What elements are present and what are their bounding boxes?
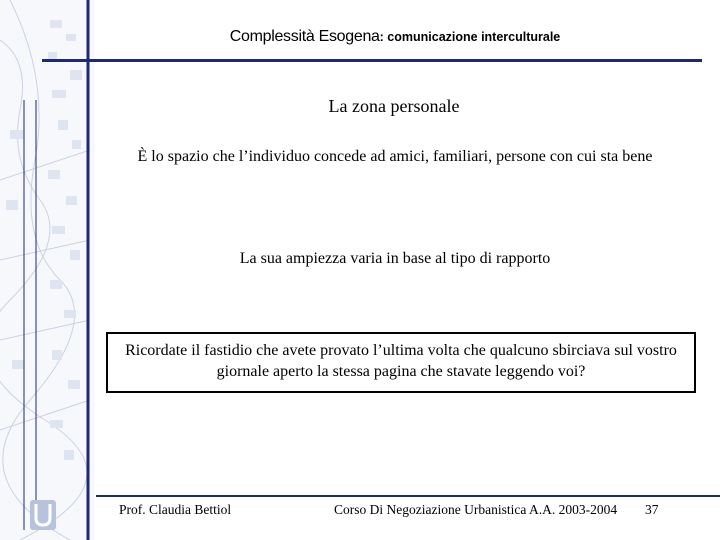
footer-course: Corso Di Negoziazione Urbanistica A.A. 2003-2004 [334,502,618,517]
footer-divider [96,495,720,497]
slide-title: La zona personale [328,96,460,116]
footer-author: Prof. Claudia Bettiol [119,502,232,517]
page-number: 37 [645,502,659,517]
header-divider [42,59,702,62]
decorative-map-strip [0,0,95,540]
header-title-main: Complessità Esogena [229,28,380,45]
header-title [0,28,720,46]
header-title-sub: : comunicazione interculturale [379,30,561,44]
paragraph-range: La sua ampiezza varia in base al tipo di rapporto [239,250,551,267]
paragraph-definition: È lo spazio che l’individuo concede ad amici, familiari, persone con cui sta bene [137,148,653,165]
highlight-box-text: Ricordate il fastidio che avete provato l’ultima volta che qualcuno sbirciava sul vostro giornale aperto la stessa pagina che stavate leggendo voi? [125,342,677,380]
highlight-box [106,332,696,393]
